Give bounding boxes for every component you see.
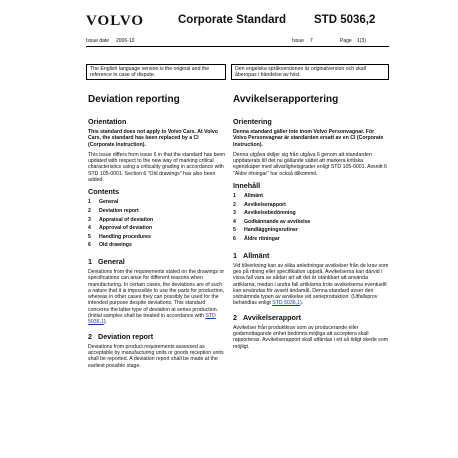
document-header [86, 10, 386, 36]
issue-number: 7 [310, 38, 313, 44]
section-2-text-en: Deviations from product requirements assessed as acceptable by manufacturing units or goods reception units shall be reported. A deviation report shall be made at the earliest possible stage. [88, 343, 224, 369]
orientation-bold-sv: Denna standard gäller inte inom Volvo Personvagnar. För Volvo Personvagnar är standarden ersatt av en CI (Corporate Instruction). [233, 129, 384, 148]
orientation-bold-en: This standard does not apply to Volvo Cars. At Volvo Cars, the standard has been replaced by a CI (Corporate Instruction). [88, 129, 218, 148]
contents-list-sv [233, 193, 389, 245]
toc-item[interactable]: 5 Handling procedures [88, 233, 151, 240]
header-divider [86, 46, 389, 47]
toc-item[interactable]: 5 Handläggningsrutiner [233, 227, 298, 234]
contents-list-en [88, 199, 226, 251]
toc-item[interactable]: 2 Avvikelserapport [233, 201, 286, 208]
contents-heading-sv: Innehåll [233, 181, 261, 191]
orientation-heading-sv: Orientering [233, 117, 272, 126]
std-link[interactable]: STD 5036,1 [88, 313, 216, 326]
toc-item[interactable]: 3 Avvikelsebedömning [233, 210, 296, 217]
orientation-text-en: This issue differs from issue 6 in that the standard has been updated with respect to the new way of marking critical characteristics using a criticality grading in accordance with STD 105-0001. Section 6 "Old drawings" has also been added. [88, 151, 226, 184]
section-1-text-en: Deviations from the requirements stated on the drawings or specifications can arise for different reasons when manufacturing. In certain cases, the deviations are of such a nature that it is impossible to use the parts for production, whereas in other cases they can possibly be used for the intended purpose despite deviations. This standard concerns the latter type of deviation at series production. (Initial samples shall be treated in accordance with STD 5036,1). [88, 268, 225, 326]
std-link[interactable]: STD 5036,1 [272, 300, 300, 307]
standard-number: STD 5036,2 [314, 14, 376, 26]
toc-item[interactable]: 1 Allmänt [233, 193, 264, 200]
section-2-text-sv: Avvikelser från produktkrav som av producerande eller godsmottagande enhet bedömts möjliga att acceptera skall rapporteras. Avvikelserapport skall utfärdas i ett så tidigt skede som möjligt. [233, 324, 389, 350]
orientation-text-sv: Denna utgåva skiljer sig från utgåva 6 genom att standarden uppdaterats till det nu gällande sättet att markera kritiska egenskaper med allvarlighetsgrader enligt STD 105-0001. Avsnitt 6 "Äldre ritningar" har också tillkommit. [233, 151, 387, 177]
issue-label: Issue [292, 38, 304, 44]
page-label: Page [340, 38, 352, 44]
toc-item[interactable]: 1 General [88, 199, 119, 206]
section-1-heading-en: 1 General [88, 256, 125, 266]
orientation-heading-en: Orientation [88, 117, 127, 126]
issue-date: 2006-10 [116, 38, 135, 44]
toc-item[interactable]: 6 Old drawings [88, 242, 132, 249]
section-1-text-sv: Vid tillverkning kan av olika anledningar avvikelser från de krav som ges på ritning eller specifikation uppstå. Avvikelserna kan därvid i vissa fall vara av sådan art att det är otänkbart att använda artiklarna, medan i andra fall artiklarna trots avvikelserna eventuellt kan användas för avsett ändamål. Denna standard avser den sistnämnda typen av avvikelse vid serieproduktion. (Utfallsprov behandlas enligt STD 5036,1). [233, 262, 389, 307]
document-title-sv: Avvikelserapportering [233, 94, 339, 105]
toc-item[interactable]: 6 Äldre ritningar [233, 236, 280, 243]
issue-date-label: Issue date [86, 38, 110, 44]
notice-english: The English language version is the original and the reference in case of dispute. [86, 64, 226, 80]
volvo-logo: VOLVO [86, 13, 145, 29]
toc-item[interactable]: 4 Approval of deviation [88, 225, 153, 232]
english-column [88, 94, 226, 373]
document-title-en: Deviation reporting [88, 94, 180, 105]
swedish-column [233, 94, 389, 354]
contents-heading-en: Contents [88, 187, 120, 197]
toc-item[interactable]: 4 Godkännande av avvikelse [233, 218, 311, 225]
section-2-heading-sv: 2 Avvikelserapport [233, 312, 302, 322]
standard-title: Corporate Standard [178, 14, 286, 26]
section-1-heading-sv: 1 Allmänt [233, 250, 270, 260]
notice-swedish: Den engelska språkversionen är originalversion och skall åberopas i händelse av tvist. [231, 64, 389, 80]
toc-item[interactable]: 3 Appraisal of deviation [88, 216, 154, 223]
section-2-heading-en: 2 Deviation report [88, 331, 154, 341]
toc-item[interactable]: 2 Deviation report [88, 207, 139, 214]
page-number: 1(3) [357, 38, 366, 44]
